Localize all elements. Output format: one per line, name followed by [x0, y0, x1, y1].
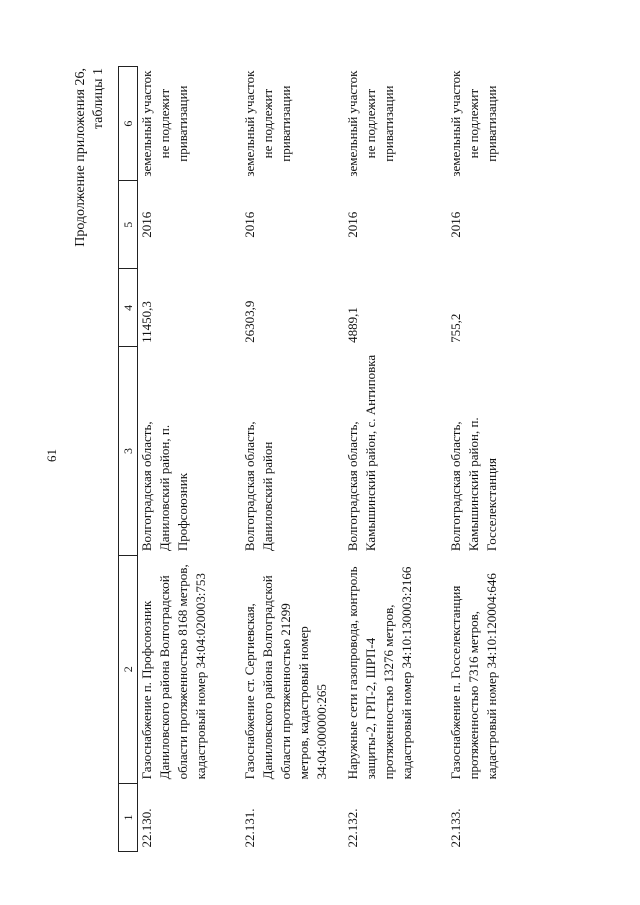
object-year: 2016	[139, 211, 154, 238]
table-row	[344, 67, 447, 852]
column-header: 6	[119, 67, 138, 181]
object-value: 26303,9	[242, 300, 257, 343]
page-number: 61	[44, 449, 59, 462]
object-location: Волгоградская область, Камышинский район, п. Госселекстанция	[448, 417, 499, 552]
object-note: земельный участок не подлежит приватизации	[242, 70, 293, 177]
object-name: Газоснабжение п. Профсоюзник Даниловского района Волгоградской области протяженностью 8168 метров, кадастровый номер 34:04:020003:753	[139, 564, 208, 780]
object-year: 2016	[448, 211, 463, 238]
continuation-caption	[72, 68, 108, 247]
row-number: 22.130.	[139, 808, 154, 848]
object-year: 2016	[242, 211, 257, 238]
object-value: 11450,3	[139, 301, 154, 343]
table-row	[447, 67, 550, 852]
object-note: земельный участок не подлежит приватизации	[345, 70, 396, 177]
column-header: 4	[119, 269, 138, 347]
row-number: 22.131.	[242, 808, 257, 848]
object-note: земельный участок не подлежит приватизации	[139, 70, 190, 177]
object-name: Наружные сети газопровода, контроль защиты-2, ГРП-2, ШРП-4 протяженностью 13276 метров, кадастровый номер 34:10:130003:2166	[345, 566, 414, 780]
row-number: 22.133.	[448, 808, 463, 848]
column-header: 2	[119, 555, 138, 783]
continuation-line-1: Продолжение приложения 26,	[73, 68, 88, 247]
object-name: Газоснабжение ст. Сергиевская, Даниловского района Волгоградской области протяженностью 21299 метров, кадастровый номер 34:04:000000:265	[242, 575, 329, 780]
row-number: 22.132.	[345, 808, 360, 848]
table-row	[241, 67, 344, 852]
object-location: Волгоградская область, Даниловский район, п. Профсоюзник	[139, 421, 190, 552]
object-year: 2016	[345, 211, 360, 238]
object-location: Волгоградская область, Камышинский район, с. Антиповка	[345, 354, 378, 552]
table-row	[138, 67, 242, 852]
object-value: 4889,1	[345, 307, 360, 343]
property-table	[118, 66, 550, 852]
object-name: Газоснабжение п. Госселекстанция протяженностью 7316 метров, кадастровый номер 34:10:120004:646	[448, 573, 499, 780]
object-value: 755,2	[448, 313, 463, 343]
column-header: 5	[119, 181, 138, 269]
object-location: Волгоградская область, Даниловский район	[242, 421, 275, 552]
continuation-line-2: таблицы 1	[91, 68, 106, 130]
object-note: земельный участок не подлежит приватизации	[448, 70, 499, 177]
column-header: 1	[119, 783, 138, 851]
column-header: 3	[119, 347, 138, 555]
header-row	[119, 67, 138, 852]
